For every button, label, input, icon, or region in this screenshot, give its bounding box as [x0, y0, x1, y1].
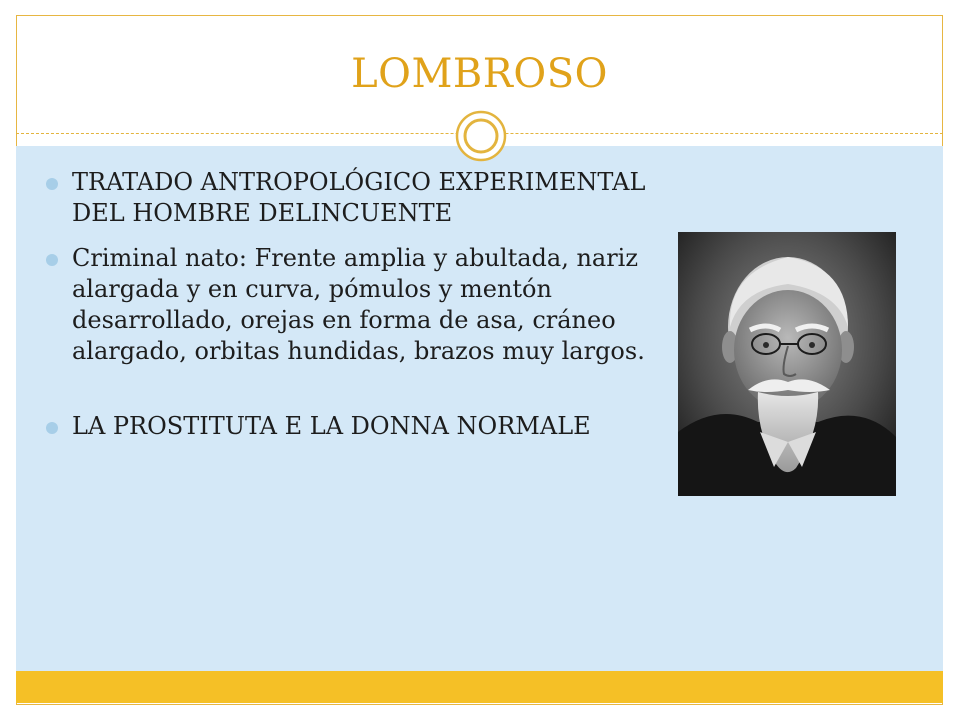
bullet-item [46, 243, 646, 367]
bullet-text: Criminal nato: Frente amplia y abultada, nariz alargada y en curva, pómulos y mentón desarrollado, orejas en forma de asa, cráneo alargado, orbitas hundidas, brazos muy largos. [72, 244, 645, 365]
bullet-dot-icon [46, 178, 58, 190]
bullet-dot-icon [46, 254, 58, 266]
footer-bar [16, 671, 943, 703]
circle-ornament-icon [455, 110, 507, 162]
bullet-item [46, 411, 646, 442]
bullet-text: LA PROSTITUTA E LA DONNA NORMALE [72, 412, 591, 440]
bullet-list [46, 167, 646, 442]
bullet-dot-icon [46, 422, 58, 434]
bullet-text: TRATADO ANTROPOLÓGICO EXPERIMENTAL DEL HOMBRE DELINCUENTE [72, 168, 646, 227]
bullet-item [46, 167, 646, 229]
portrait-photo [678, 232, 896, 496]
slide-title: LOMBROSO [351, 51, 608, 97]
